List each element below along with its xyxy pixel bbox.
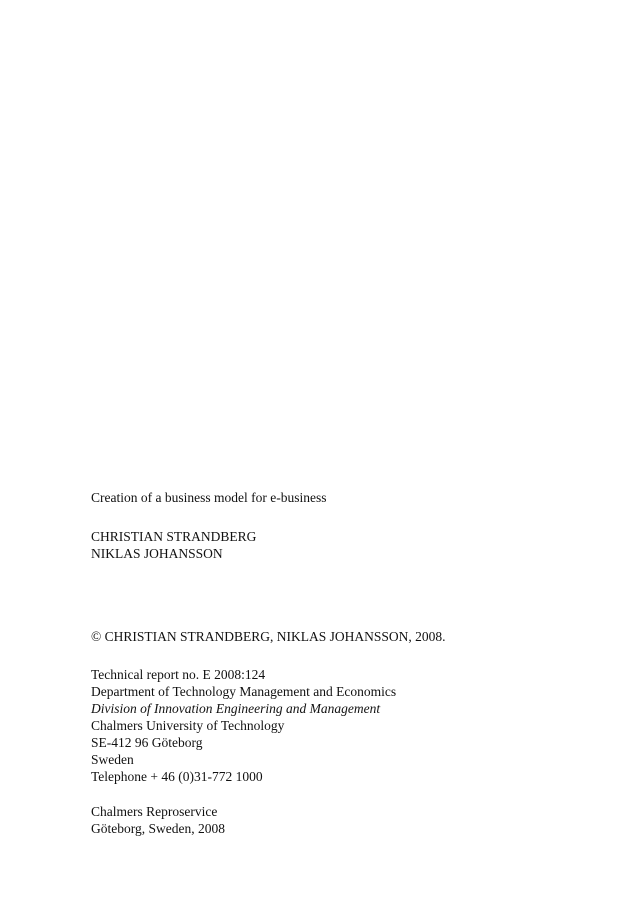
report-number: Technical report no. E 2008:124 [91, 667, 266, 682]
copyright-notice: © CHRISTIAN STRANDBERG, NIKLAS JOHANSSON, 2008. [91, 629, 446, 644]
country-name: Sweden [91, 752, 134, 767]
department-name: Department of Technology Management and Economics [91, 684, 397, 699]
report-info-block [91, 666, 611, 785]
postal-address: SE-412 96 Göteborg [91, 735, 203, 750]
author-name: CHRISTIAN STRANDBERG [91, 529, 257, 544]
document-title: Creation of a business model for e-business [91, 490, 327, 505]
title-block [91, 489, 611, 506]
author-name: NIKLAS JOHANSSON [91, 546, 223, 561]
telephone-number: Telephone + 46 (0)31-772 1000 [91, 769, 263, 784]
authors-block [91, 528, 611, 562]
printer-block [91, 803, 611, 837]
printer-name: Chalmers Reproservice [91, 804, 218, 819]
university-name: Chalmers University of Technology [91, 718, 285, 733]
division-name: Division of Innovation Engineering and Management [91, 701, 381, 716]
print-place-year: Göteborg, Sweden, 2008 [91, 821, 225, 836]
copyright-block [91, 628, 611, 645]
